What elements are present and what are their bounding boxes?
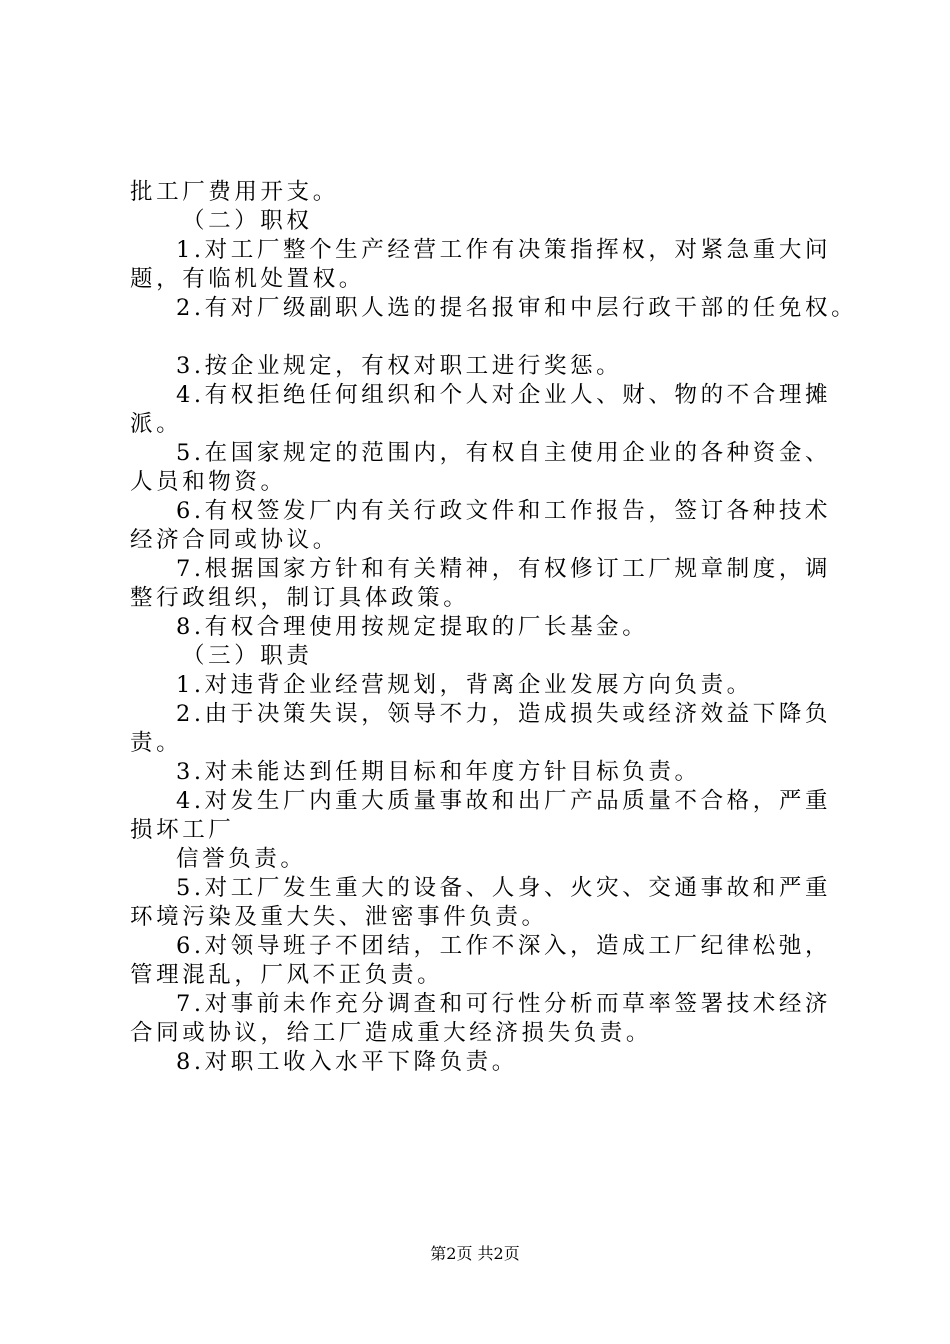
text-line: 题，有临机处置权。 xyxy=(130,266,365,292)
text-line: 3.按企业规定，有权对职工进行奖惩。 xyxy=(176,353,623,379)
text-line: 环境污染及重大失、泄密事件负责。 xyxy=(130,904,548,930)
text-line: 管理混乱，厂风不正负责。 xyxy=(130,962,444,988)
text-line: 人员和物资。 xyxy=(130,469,287,495)
section-heading: （二）职权 xyxy=(182,208,313,234)
text-line: 5.在国家规定的范围内，有权自主使用企业的各种资金、 xyxy=(176,440,832,466)
text-line: 8.有权合理使用按规定提取的厂长基金。 xyxy=(176,614,649,640)
text-line: 6.有权签发厂内有关行政文件和工作报告，签订各种技术 xyxy=(176,498,832,524)
text-line: 责。 xyxy=(130,730,183,756)
text-line: 2.由于决策失误，领导不力，造成损失或经济效益下降负 xyxy=(176,701,832,727)
document-body xyxy=(130,178,858,1077)
text-line: 合同或协议，给工厂造成重大经济损失负责。 xyxy=(130,1020,653,1046)
text-line: 经济合同或协议。 xyxy=(130,527,339,553)
text-line: 整行政组织，制订具体政策。 xyxy=(130,585,470,611)
text-line: 7.对事前未作充分调查和可行性分析而草率签署技术经济 xyxy=(176,991,832,1017)
text-line: 2.有对厂级副职人选的提名报审和中层行政干部的任免权。 xyxy=(176,295,858,321)
text-line: 信誉负责。 xyxy=(176,846,307,872)
text-line: 7.根据国家方针和有关精神，有权修订工厂规章制度，调 xyxy=(176,556,832,582)
text-line: 3.对未能达到任期目标和年度方针目标负责。 xyxy=(176,759,701,785)
text-line: 1.对工厂整个生产经营工作有决策指挥权，对紧急重大问 xyxy=(176,237,832,263)
section-heading: （三）职责 xyxy=(182,643,313,669)
text-line: 8.对职工收入水平下降负责。 xyxy=(176,1049,518,1075)
text-line: 6.对领导班子不团结，工作不深入，造成工厂纪律松弛， xyxy=(176,933,832,959)
text-line: 损坏工厂 xyxy=(130,817,235,843)
text-line: 4.有权拒绝任何组织和个人对企业人、财、物的不合理摊 xyxy=(176,382,832,408)
text-line: 4.对发生厂内重大质量事故和出厂产品质量不合格，严重 xyxy=(176,788,832,814)
page-footer: 第2页 共2页 xyxy=(430,1244,520,1263)
text-line: 1.对违背企业经营规划，背离企业发展方向负责。 xyxy=(176,672,753,698)
text-line: 5.对工厂发生重大的设备、人身、火灾、交通事故和严重 xyxy=(176,875,832,901)
text-line: 批工厂费用开支。 xyxy=(130,179,339,205)
text-line: 派。 xyxy=(130,411,183,437)
blank-line xyxy=(130,323,840,352)
